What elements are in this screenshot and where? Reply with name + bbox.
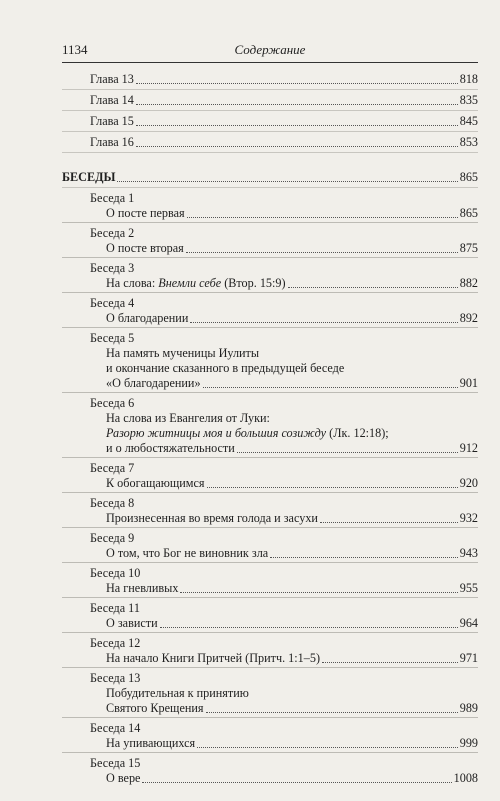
entry-title: На начало Книги Притчей (Притч. 1:1–5)	[106, 651, 321, 665]
entry-title-line: и о любостяжательности	[106, 441, 235, 455]
entry-head: Беседа 10	[90, 566, 141, 580]
toc-entry-chapter-15[interactable]	[62, 114, 478, 132]
leader-dots	[136, 83, 458, 84]
entry-title-line: Разорю житницы моя и большия созижду (Лк. 12:18);	[106, 426, 389, 440]
leader-dots	[190, 322, 457, 323]
entry-head: Беседа 7	[90, 461, 135, 475]
leader-dots	[142, 782, 451, 783]
leader-dots	[207, 487, 458, 488]
entry-title: О зависти	[106, 616, 158, 630]
entry-title-line: и окончание сказанного в предыдущей беседе	[106, 361, 345, 375]
entry-head: Беседа 3	[90, 261, 135, 275]
entry-title: О посте первая	[106, 206, 185, 220]
entry-page: 901	[459, 376, 478, 390]
leader-dots	[187, 217, 458, 218]
entry-page: 853	[459, 135, 478, 149]
leader-dots	[320, 522, 458, 523]
entry-title: На упивающихся	[106, 736, 196, 750]
entry-head: Беседа 14	[90, 721, 141, 735]
entry-page: 835	[459, 93, 478, 107]
toc-entry-beseda-6[interactable]	[62, 396, 478, 458]
toc-entry-beseda-13[interactable]	[62, 671, 478, 718]
entry-page: 920	[459, 476, 478, 490]
toc-entry-beseda-12[interactable]	[62, 636, 478, 668]
entry-title: На слова: Внемли себе (Втор. 15:9)	[106, 276, 286, 290]
entry-page: 955	[459, 581, 478, 595]
entry-title: К обогащающимся	[106, 476, 205, 490]
leader-dots	[197, 747, 458, 748]
entry-page: 882	[459, 276, 478, 290]
entry-head: Беседа 2	[90, 226, 135, 240]
toc-entry-beseda-1[interactable]	[62, 191, 478, 223]
entry-page: 875	[459, 241, 478, 255]
leader-dots	[270, 557, 458, 558]
entry-page: 845	[459, 114, 478, 128]
entry-page: 892	[459, 311, 478, 325]
entry-head: Беседа 11	[90, 601, 140, 615]
entry-head: Беседа 15	[90, 756, 141, 770]
toc-entry-beseda-5[interactable]	[62, 331, 478, 393]
toc-entry-chapter-16[interactable]	[62, 135, 478, 153]
entry-page: 943	[459, 546, 478, 560]
leader-dots	[206, 712, 458, 713]
entry-page: 912	[459, 441, 478, 455]
entry-head: Беседа 1	[90, 191, 135, 205]
toc-entry-beseda-7[interactable]	[62, 461, 478, 493]
toc-entry-beseda-15[interactable]	[62, 756, 478, 787]
entry-title-line: Святого Крещения	[106, 701, 204, 715]
leader-dots	[237, 452, 458, 453]
toc-entry-beseda-2[interactable]	[62, 226, 478, 258]
entry-title-line: На память мученицы Иулиты	[106, 346, 260, 360]
entry-title: Произнесенная во время голода и засухи	[106, 511, 318, 525]
section-label: БЕСЕДЫ	[62, 170, 116, 184]
toc-entry-beseda-4[interactable]	[62, 296, 478, 328]
entry-title-line: «О благодарении»	[106, 376, 201, 390]
entry-page: 964	[459, 616, 478, 630]
toc-section-besedy[interactable]	[62, 170, 478, 188]
entry-label: Глава 15	[90, 114, 134, 128]
header-title: Содержание	[234, 42, 306, 57]
entry-label: Глава 13	[90, 72, 134, 86]
toc-entry-beseda-11[interactable]	[62, 601, 478, 633]
entry-page: 818	[459, 72, 478, 86]
entry-page: 865	[459, 206, 478, 220]
leader-dots	[136, 146, 458, 147]
entry-title: На гневливых	[106, 581, 179, 595]
entry-title-line: Побудительная к принятию	[106, 686, 249, 700]
leader-dots	[288, 287, 458, 288]
toc-entry-beseda-8[interactable]	[62, 496, 478, 528]
entry-head: Беседа 9	[90, 531, 135, 545]
toc-entry-beseda-3[interactable]	[62, 261, 478, 293]
entry-page: 999	[459, 736, 478, 750]
entry-title-line: На слова из Евангелия от Луки:	[106, 411, 270, 425]
entry-title: О том, что Бог не виновник зла	[106, 546, 269, 560]
entry-page: 932	[459, 511, 478, 525]
leader-dots	[117, 181, 457, 182]
toc-entry-chapter-14[interactable]	[62, 93, 478, 111]
entry-page: 989	[459, 701, 478, 715]
entry-page: 1008	[453, 771, 478, 785]
toc-entry-beseda-9[interactable]	[62, 531, 478, 563]
entry-title: О благодарении	[106, 311, 189, 325]
leader-dots	[186, 252, 458, 253]
leader-dots	[160, 627, 458, 628]
leader-dots	[180, 592, 457, 593]
entry-head: Беседа 13	[90, 671, 141, 685]
entry-head: Беседа 8	[90, 496, 135, 510]
entry-label: Глава 14	[90, 93, 134, 107]
toc-entry-beseda-10[interactable]	[62, 566, 478, 598]
entry-label: Глава 16	[90, 135, 134, 149]
toc-entry-beseda-14[interactable]	[62, 721, 478, 753]
toc-entry-chapter-13[interactable]	[62, 72, 478, 90]
table-of-contents	[62, 72, 478, 790]
leader-dots	[203, 387, 458, 388]
entry-head: Беседа 6	[90, 396, 135, 410]
entry-title: О посте вторая	[106, 241, 184, 255]
entry-head: Беседа 4	[90, 296, 135, 310]
leader-dots	[136, 125, 458, 126]
page-number: 1134	[62, 42, 88, 57]
entry-head: Беседа 5	[90, 331, 135, 345]
entry-title: О вере	[106, 771, 141, 785]
leader-dots	[136, 104, 458, 105]
running-header	[62, 40, 478, 63]
entry-head: Беседа 12	[90, 636, 141, 650]
leader-dots	[322, 662, 458, 663]
section-page: 865	[459, 170, 478, 184]
entry-page: 971	[459, 651, 478, 665]
